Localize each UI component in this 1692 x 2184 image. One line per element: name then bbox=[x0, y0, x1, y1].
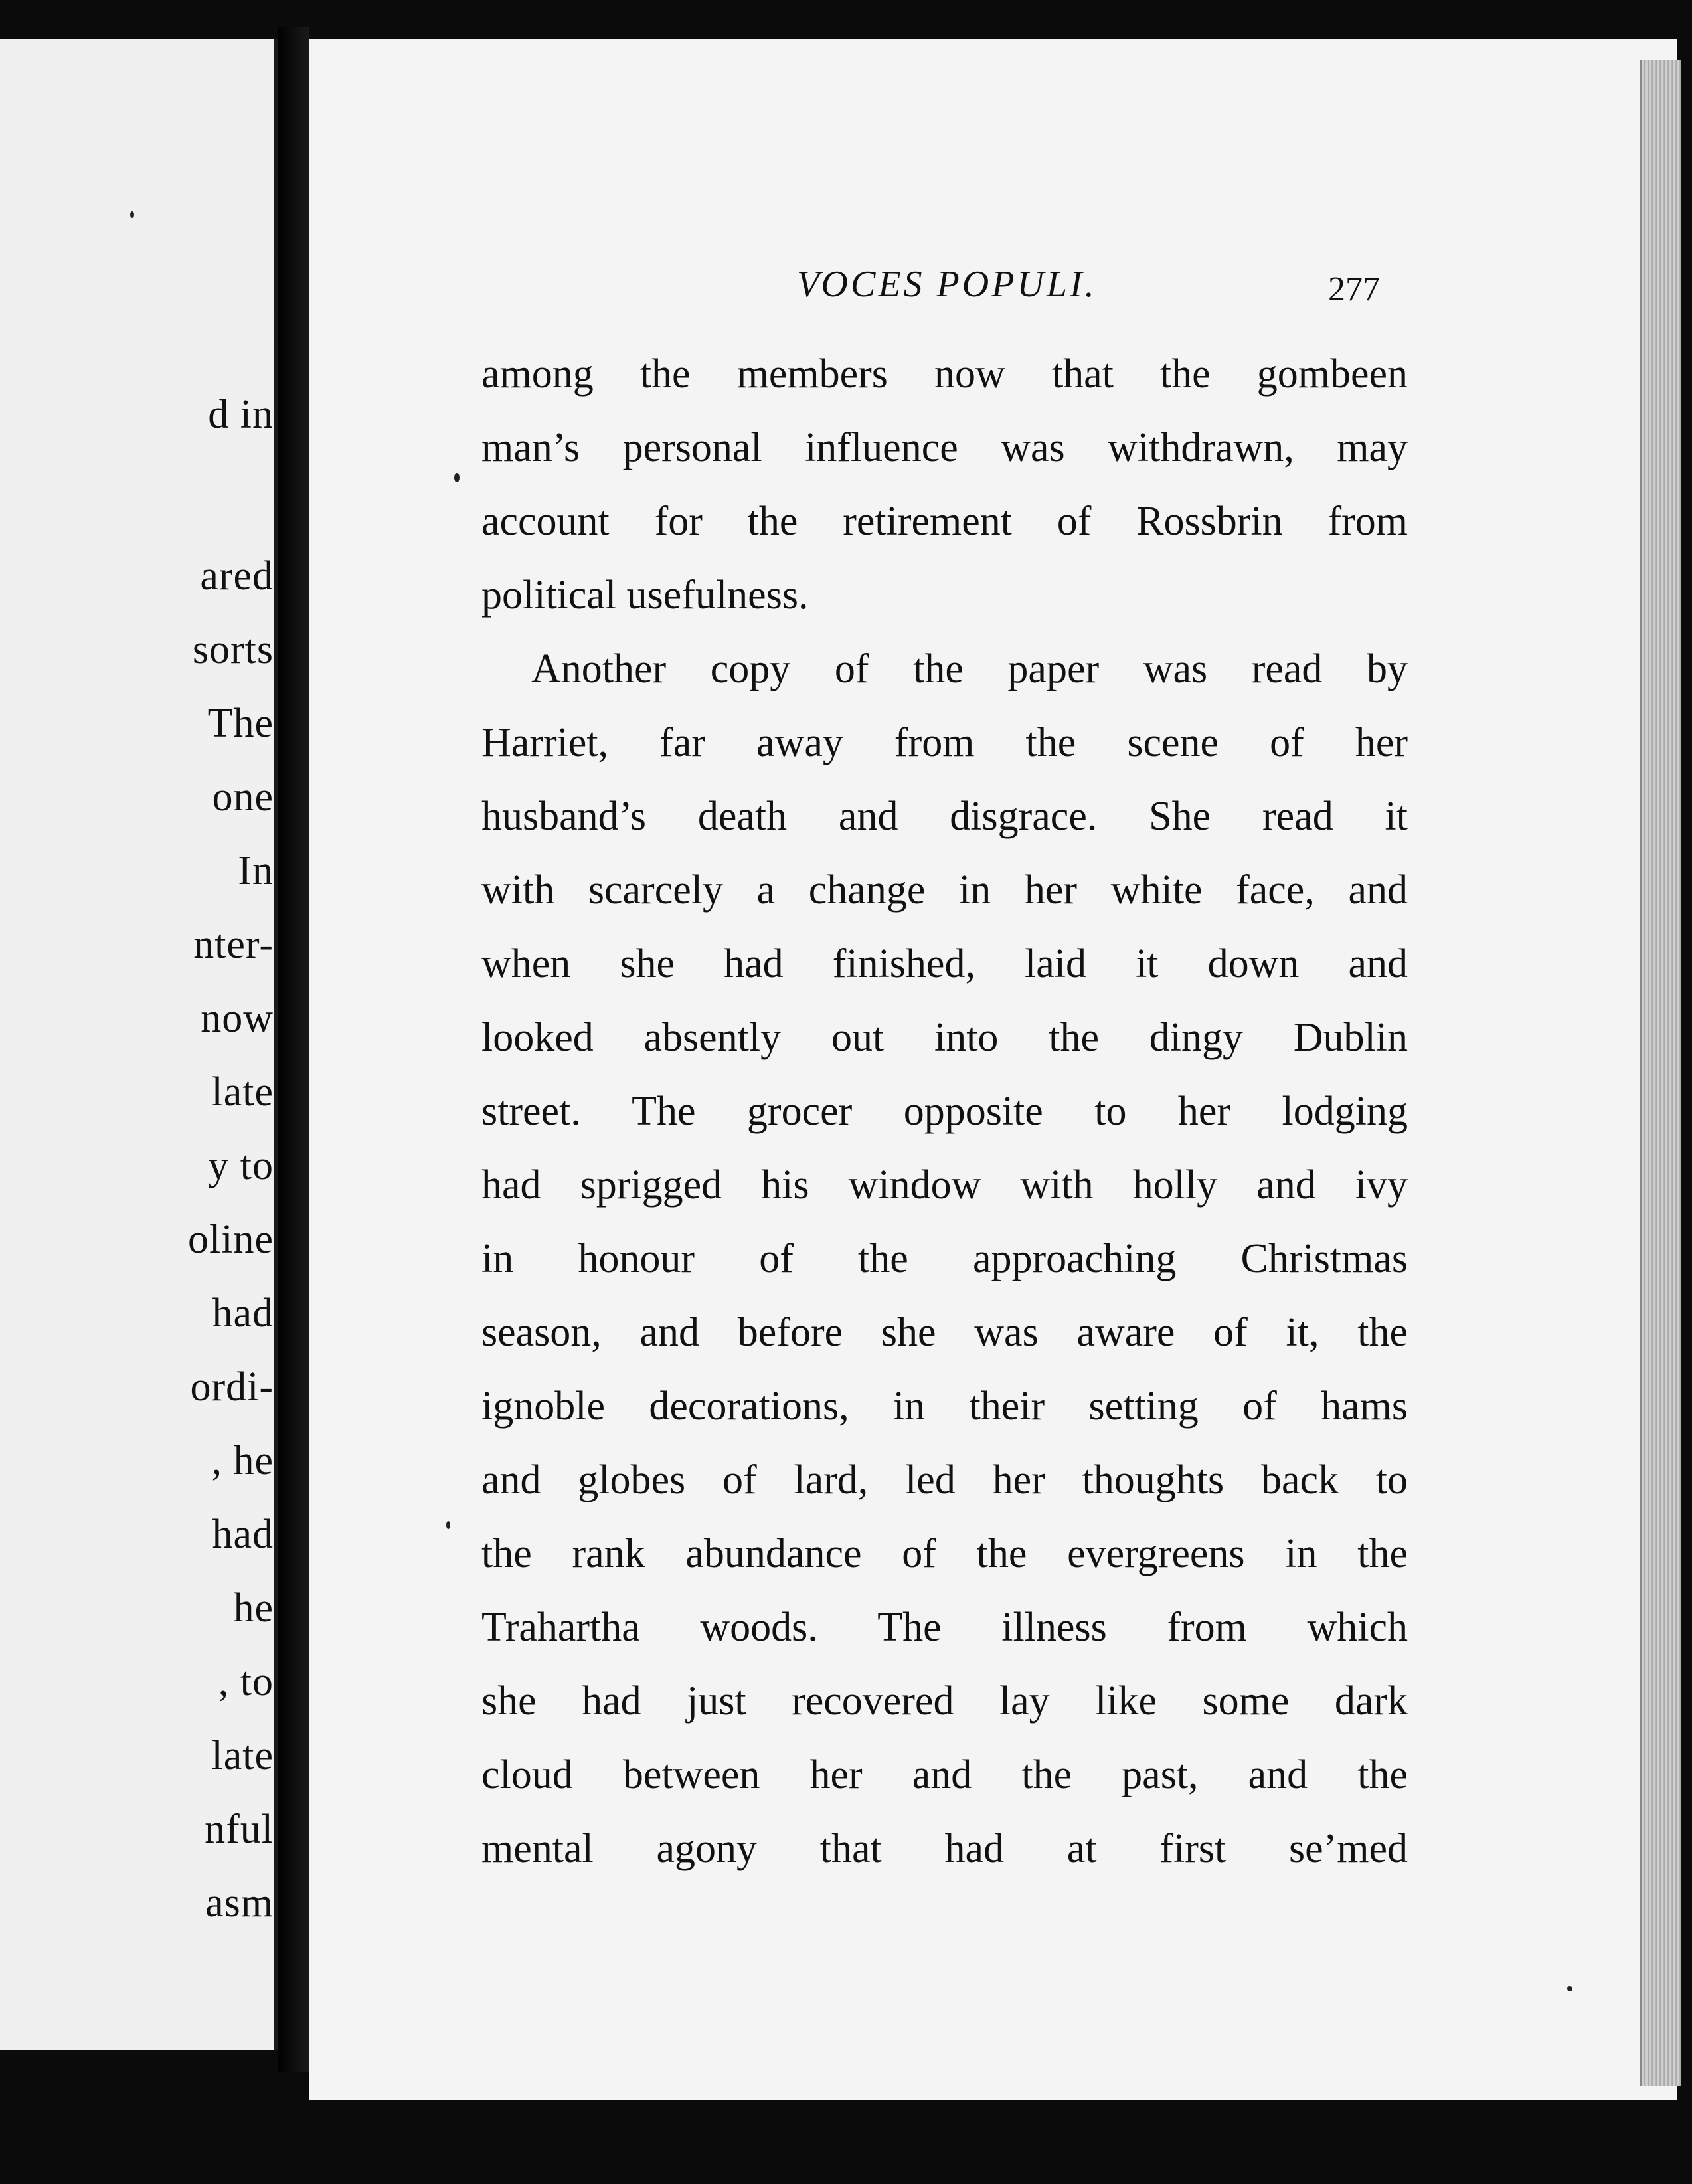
left-fragment: ordi- bbox=[190, 1364, 274, 1410]
text-line: among the members now that the gombeen bbox=[481, 351, 1408, 397]
left-fragment: late bbox=[211, 1733, 274, 1778]
left-fragment: he bbox=[233, 1586, 274, 1631]
scan-border bbox=[0, 2152, 1692, 2184]
text-line: political usefulness. bbox=[481, 573, 809, 618]
left-fragment: oline bbox=[188, 1217, 274, 1262]
left-fragment: had bbox=[212, 1512, 274, 1557]
ink-speck bbox=[446, 1521, 450, 1529]
text-line: ignoble decorations, in their setting of hams bbox=[481, 1384, 1408, 1429]
left-fragment: , to bbox=[218, 1659, 274, 1704]
text-line: account for the retirement of Rossbrin from bbox=[481, 499, 1408, 544]
page-number: 277 bbox=[1328, 270, 1380, 308]
text-line: husband’s death and disgrace. She read it bbox=[481, 794, 1408, 839]
left-fragment: sorts bbox=[192, 627, 274, 672]
book-gutter bbox=[278, 27, 309, 2072]
left-fragment: now bbox=[201, 996, 274, 1041]
text-line: Trahartha woods. The illness from which bbox=[481, 1605, 1408, 1650]
text-line: Another copy of the paper was read by bbox=[531, 646, 1408, 691]
text-line: in honour of the approaching Christmas bbox=[481, 1236, 1408, 1281]
left-page bbox=[0, 39, 278, 2050]
page-edge bbox=[1640, 60, 1681, 2086]
left-fragment: had bbox=[212, 1291, 274, 1336]
text-line: man’s personal influence was withdrawn, may bbox=[481, 425, 1408, 470]
text-line: mental agony that had at first se’med bbox=[481, 1826, 1408, 1871]
ink-speck bbox=[1567, 1986, 1572, 1991]
running-head: VOCES POPULI. bbox=[797, 264, 1097, 305]
left-fragment: one bbox=[212, 774, 274, 820]
text-line: looked absently out into the dingy Dublin bbox=[481, 1015, 1408, 1060]
left-fragment: d in bbox=[208, 392, 274, 437]
left-fragment: late bbox=[211, 1069, 274, 1115]
left-fragment: ared bbox=[200, 553, 274, 598]
left-fragment: , he bbox=[211, 1438, 274, 1483]
text-line: and globes of lard, led her thoughts back to bbox=[481, 1457, 1408, 1502]
left-fragment: In bbox=[238, 848, 274, 893]
text-line: cloud between her and the past, and the bbox=[481, 1752, 1408, 1797]
left-fragment: asm bbox=[205, 1880, 274, 1926]
text-line: street. The grocer opposite to her lodging bbox=[481, 1089, 1408, 1134]
left-fragment: The bbox=[207, 701, 274, 746]
text-line: with scarcely a change in her white face, and bbox=[481, 867, 1408, 913]
text-line: when she had finished, laid it down and bbox=[481, 941, 1408, 986]
text-line: she had just recovered lay like some dark bbox=[481, 1679, 1408, 1724]
ink-speck bbox=[454, 473, 460, 482]
left-fragment: nful bbox=[205, 1807, 274, 1852]
text-line: the rank abundance of the evergreens in the bbox=[481, 1531, 1408, 1576]
left-fragment: nter- bbox=[193, 922, 274, 967]
ink-speck bbox=[130, 211, 134, 218]
left-fragment: y to bbox=[208, 1143, 274, 1188]
text-line: season, and before she was aware of it, the bbox=[481, 1310, 1408, 1355]
text-line: had sprigged his window with holly and ivy bbox=[481, 1162, 1408, 1208]
text-line: Harriet, far away from the scene of her bbox=[481, 720, 1408, 765]
